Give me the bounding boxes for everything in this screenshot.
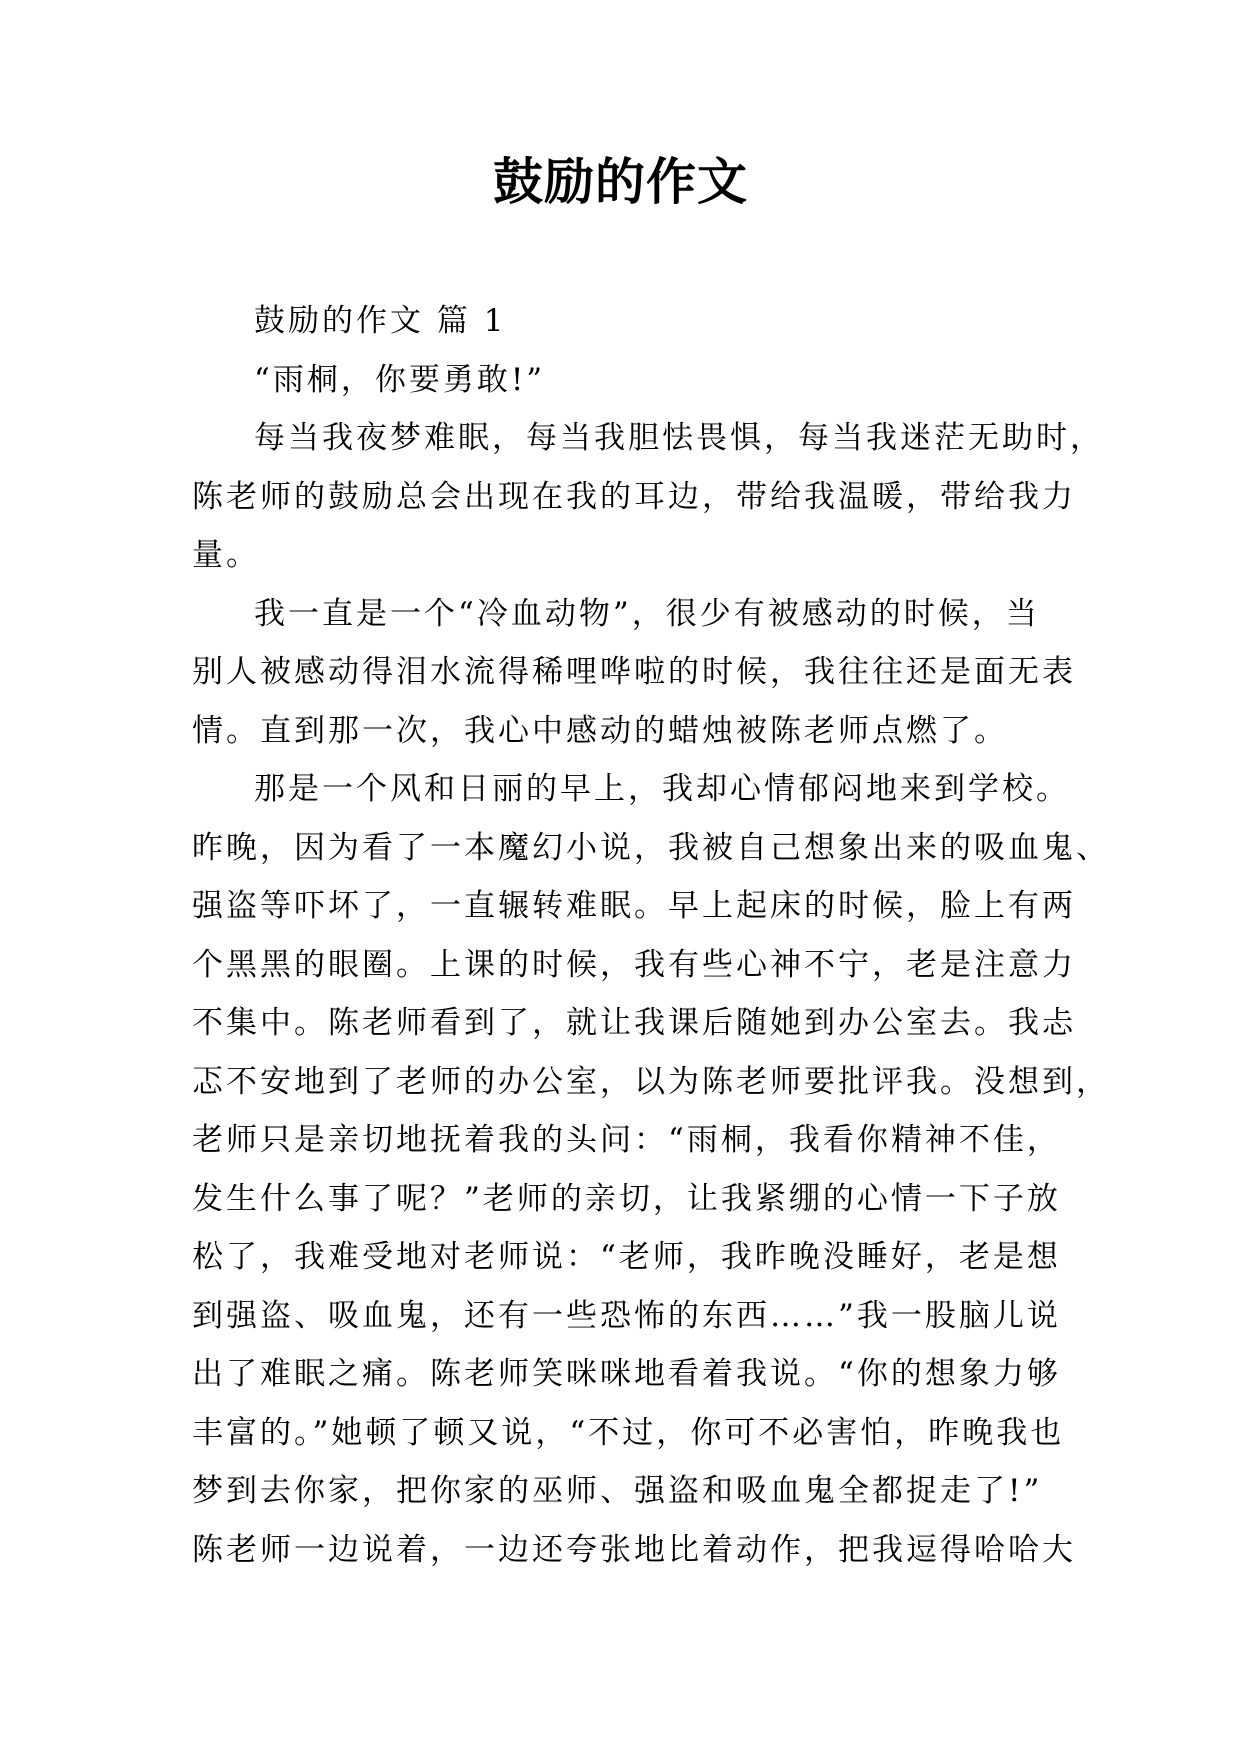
text-line: 出了难眠之痛。陈老师笑咪咪地看着我说。“你的想象力够 — [192, 1356, 1061, 1392]
text-line: 不集中。陈老师看到了，就让我课后随她到办公室去。我忐 — [192, 1005, 1076, 1041]
text-line: 量。 — [192, 537, 260, 573]
document-body — [192, 292, 1110, 1579]
text-line: 别人被感动得泪水流得稀哩哗啦的时候，我往往还是面无表 — [192, 654, 1076, 690]
text-line: 丰富的。”她顿了顿又说，“不过，你可不必害怕，昨晚我也 — [192, 1414, 1065, 1451]
text-line: 到强盗、吸血鬼，还有一些恐怖的东西……”我一股脑儿说 — [192, 1297, 1061, 1334]
text-line: 陈老师一边说着，一边还夸张地比着动作，把我逗得哈哈大 — [192, 1531, 1076, 1568]
text-line: 发生什么事了呢？”老师的亲切，让我紧绷的心情一下子放 — [192, 1180, 1061, 1217]
text-line: 强盗等吓坏了，一直辗转难眠。早上起床的时候，脸上有两 — [192, 888, 1076, 924]
document-title: 鼓励的作文 — [493, 153, 748, 211]
text-line: 忑不安地到了老师的办公室，以为陈老师要批评我。没想到， — [192, 1063, 1110, 1100]
text-line: 那是一个风和日丽的早上，我却心情郁闷地来到学校。 — [254, 771, 1070, 807]
text-line: 情。直到那一次，我心中感动的蜡烛被陈老师点燃了。 — [192, 712, 1008, 749]
text-line: “雨桐，你要勇敢!” — [254, 361, 546, 398]
text-line: 个黑黑的眼圈。上课的时候，我有些心神不宁，老是注意力 — [192, 946, 1076, 983]
text-line: 鼓励的作文 篇 1 — [254, 303, 507, 339]
text-line: 我一直是一个“冷血动物”，很少有被感动的时候，当 — [254, 595, 1040, 632]
text-line: 梦到去你家，把你家的巫师、强盗和吸血鬼全都捉走了!” — [192, 1473, 1043, 1509]
text-line: 每当我夜梦难眠，每当我胆怯畏惧，每当我迷茫无助时， — [254, 420, 1104, 456]
text-line: 陈老师的鼓励总会出现在我的耳边，带给我温暖，带给我力 — [192, 478, 1076, 515]
text-line: 昨晚，因为看了一本魔幻小说，我被自己想象出来的吸血鬼、 — [192, 829, 1110, 866]
text-line: 老师只是亲切地抚着我的头问：“雨桐，我看你精神不佳， — [192, 1122, 1061, 1158]
text-line: 松了，我难受地对老师说：“老师，我昨晚没睡好，老是想 — [192, 1239, 1061, 1275]
